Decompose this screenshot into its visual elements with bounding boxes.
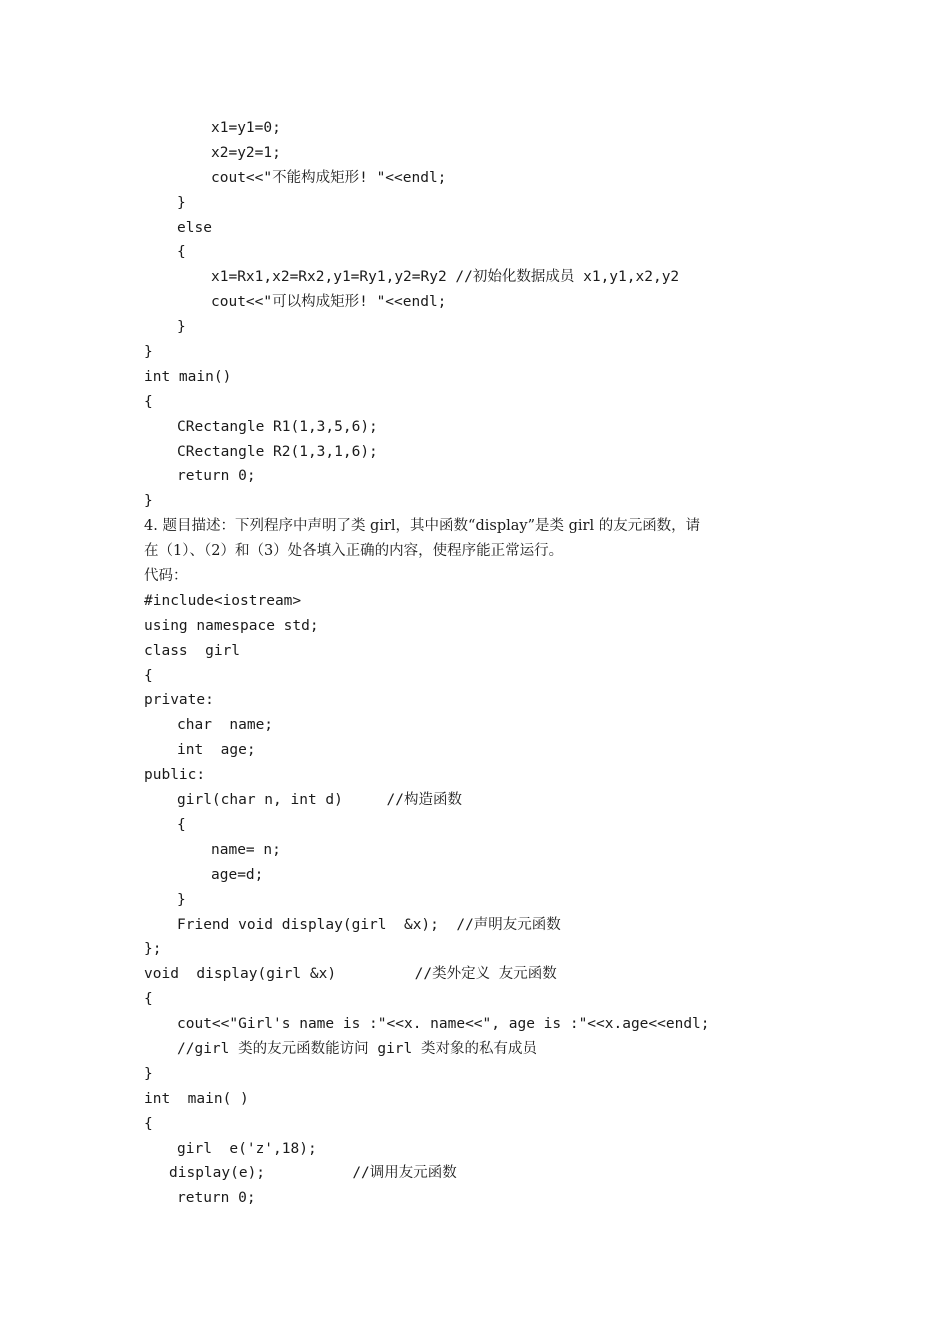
code-line: int main( ): [144, 1090, 249, 1107]
code-line: {: [177, 816, 186, 833]
code-line: Friend void display(girl &x); //声明友元函数: [177, 916, 561, 933]
code-line: }: [144, 1065, 153, 1082]
code-line: {: [177, 244, 186, 261]
code-line: CRectangle R1(1,3,5,6);: [177, 418, 378, 435]
code-line: char name;: [177, 717, 274, 734]
code-line: }: [177, 891, 186, 908]
code-line: };: [144, 941, 162, 958]
code-line: {: [144, 393, 153, 410]
code-line: age=d;: [211, 866, 264, 883]
code-line: class girl: [144, 642, 241, 659]
code-line: //girl 类的友元函数能访问 girl 类对象的私有成员: [177, 1040, 537, 1057]
code-line: #include<iostream>: [144, 592, 302, 609]
code-line: return 0;: [177, 468, 256, 485]
code-line: {: [144, 991, 153, 1008]
code-line: }: [177, 319, 186, 336]
code-line: {: [144, 1115, 153, 1132]
code-line: }: [177, 194, 186, 211]
code-line: int main(): [144, 368, 232, 385]
code-line: x2=y2=1;: [211, 144, 281, 161]
code-line: CRectangle R2(1,3,1,6);: [177, 443, 378, 460]
code-heading: 代码：: [144, 568, 188, 585]
code-line: girl e('z',18);: [177, 1140, 317, 1157]
code-line: private:: [144, 692, 214, 709]
code-line: girl(char n, int d) //构造函数: [177, 792, 462, 809]
question-text: 在（1）、（2）和（3）处各填入正确的内容，使程序能正常运行。: [144, 543, 564, 560]
code-line: }: [144, 493, 153, 510]
code-line: name= n;: [211, 841, 281, 858]
code-line: using namespace std;: [144, 617, 319, 634]
code-line: public:: [144, 767, 206, 784]
code-listing: [144, 116, 824, 1211]
code-line: cout<<"可以构成矩形! "<<endl;: [211, 294, 447, 311]
question-text: 4. 题目描述：下列程序中声明了类 girl，其中函数“display”是类 girl 的友元函数，请: [144, 518, 701, 535]
code-line: }: [144, 344, 153, 361]
code-line: x1=y1=0;: [211, 120, 281, 136]
code-line: void display(girl &x) //类外定义 友元函数: [144, 966, 557, 983]
code-line: x1=Rx1,x2=Rx2,y1=Ry1,y2=Ry2 //初始化数据成员 x1,y1,x2,y2: [211, 269, 680, 286]
code-line: int age;: [177, 742, 256, 759]
code-line: display(e); //调用友元函数: [169, 1165, 457, 1182]
code-line: {: [144, 667, 153, 684]
code-line: cout<<"不能构成矩形! "<<endl;: [211, 169, 447, 186]
code-line: else: [177, 219, 212, 236]
code-line: return 0;: [177, 1190, 256, 1207]
code-line: cout<<"Girl's name is :"<<x. name<<", age is :"<<x.age<<endl;: [177, 1016, 710, 1033]
